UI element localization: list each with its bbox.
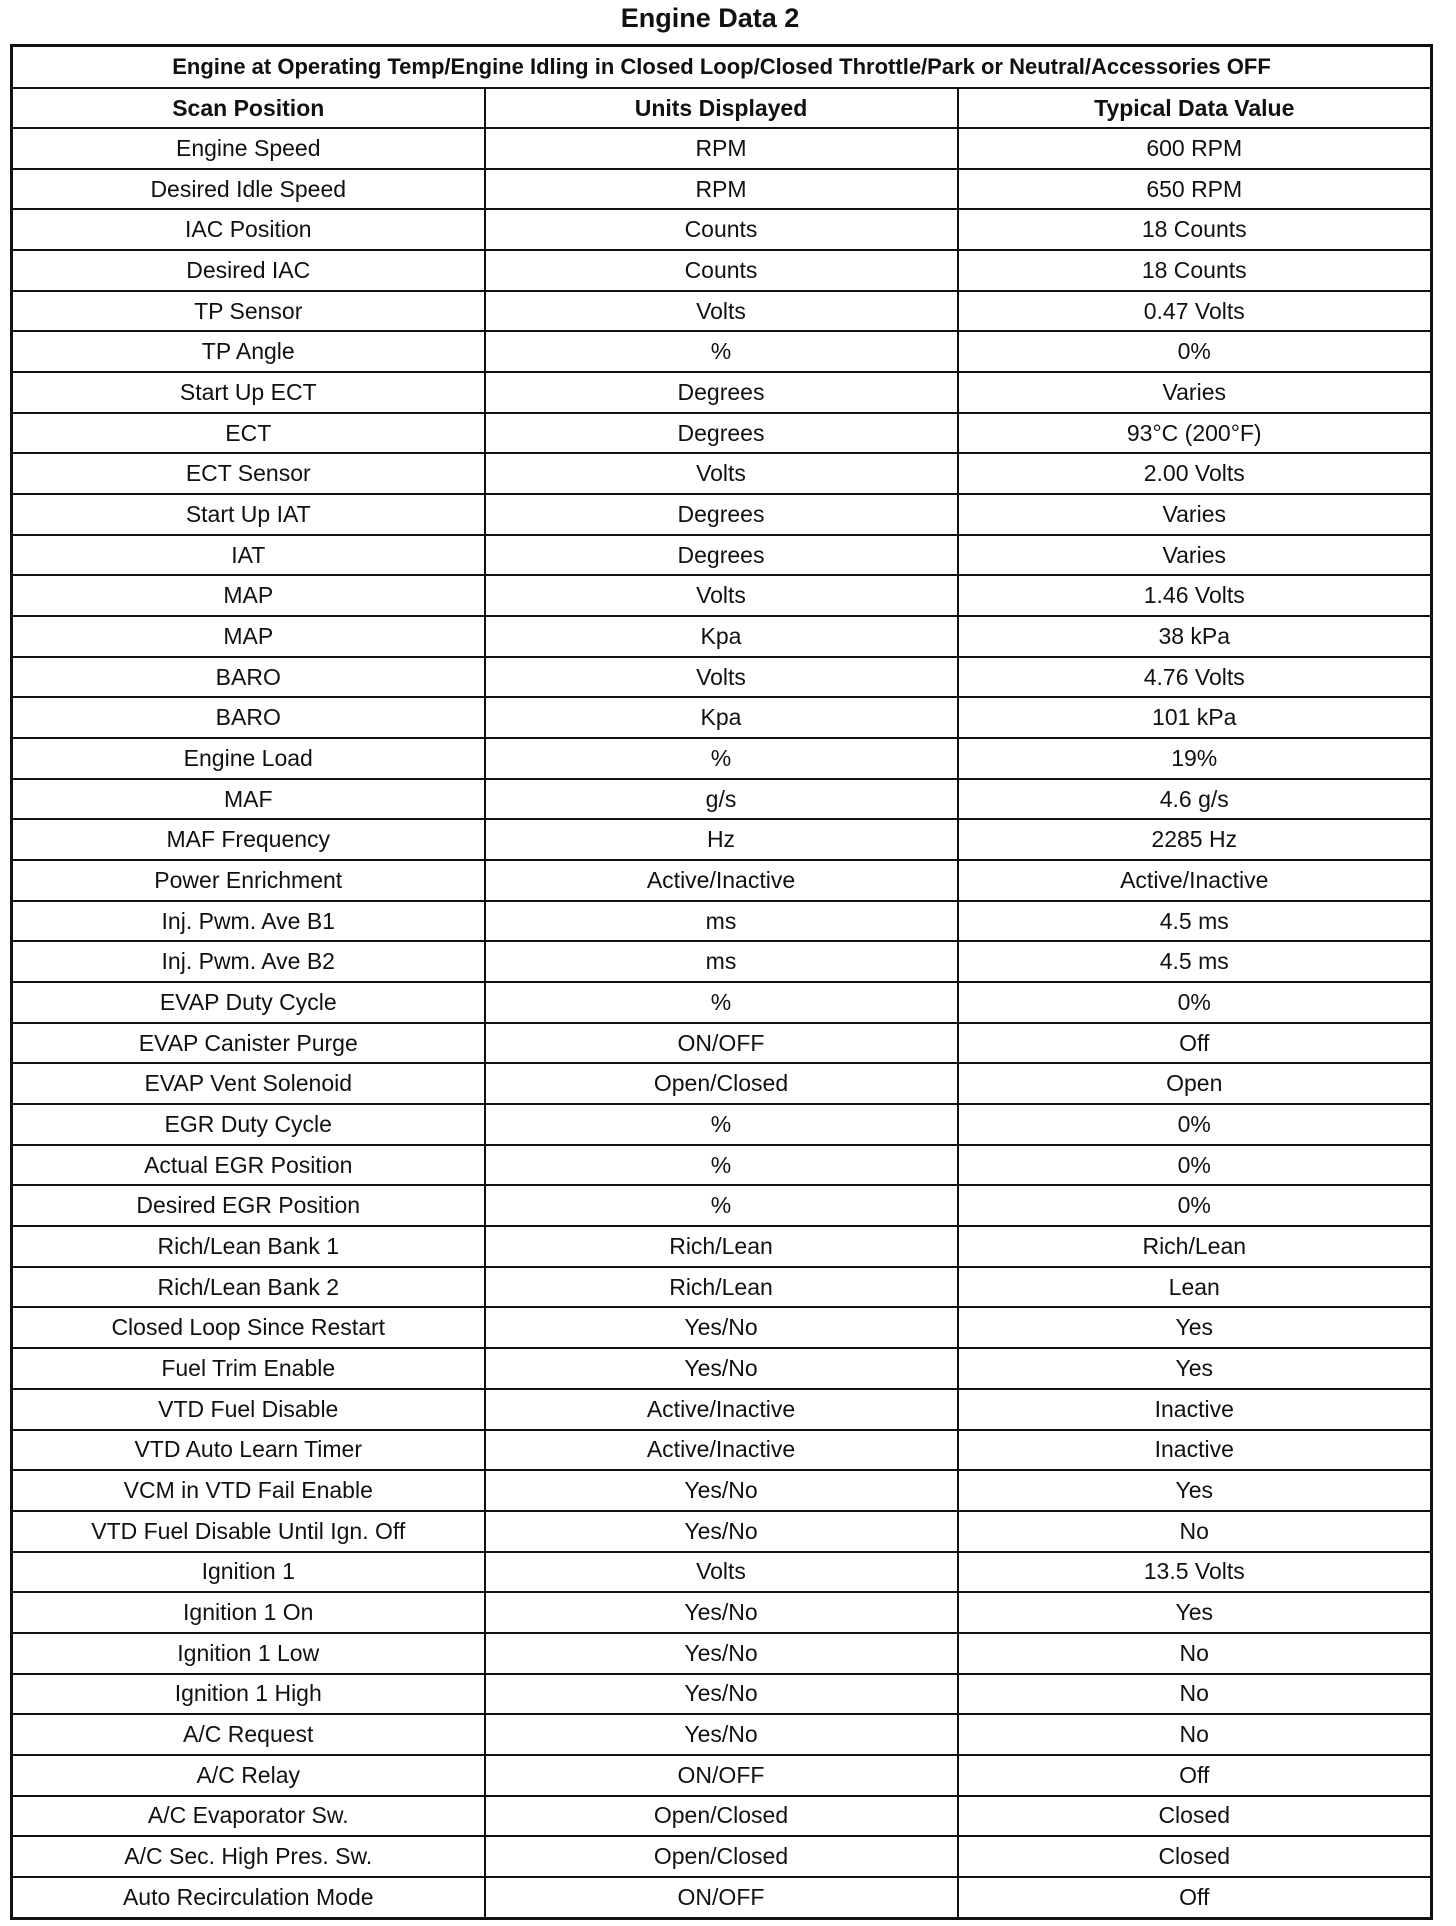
units-displayed-cell: Degrees — [485, 413, 958, 454]
typical-value-cell: 2285 Hz — [958, 819, 1432, 860]
table-row — [12, 1267, 1432, 1308]
units-displayed-cell: Volts — [485, 291, 958, 332]
table-row — [12, 1430, 1432, 1471]
units-displayed-cell: g/s — [485, 779, 958, 820]
scan-position-cell: VTD Fuel Disable Until Ign. Off — [12, 1511, 485, 1552]
typical-value-cell: Yes — [958, 1348, 1432, 1389]
units-displayed-cell: Yes/No — [485, 1633, 958, 1674]
table-row — [12, 372, 1432, 413]
scan-position-cell: Power Enrichment — [12, 860, 485, 901]
scan-position-cell: EGR Duty Cycle — [12, 1104, 485, 1145]
scan-position-cell: MAF Frequency — [12, 819, 485, 860]
scan-position-cell: A/C Sec. High Pres. Sw. — [12, 1836, 485, 1877]
units-displayed-cell: Yes/No — [485, 1307, 958, 1348]
scan-position-cell: MAF — [12, 779, 485, 820]
typical-value-cell: 4.5 ms — [958, 941, 1432, 982]
units-displayed-cell: Rich/Lean — [485, 1267, 958, 1308]
table-row — [12, 1470, 1432, 1511]
typical-value-cell: Off — [958, 1877, 1432, 1919]
table-row — [12, 941, 1432, 982]
scan-position-cell: Closed Loop Since Restart — [12, 1307, 485, 1348]
typical-value-cell: 2.00 Volts — [958, 453, 1432, 494]
typical-value-cell: Yes — [958, 1470, 1432, 1511]
units-displayed-cell: RPM — [485, 128, 958, 169]
scan-position-cell: Start Up IAT — [12, 494, 485, 535]
typical-value-cell: Yes — [958, 1592, 1432, 1633]
units-displayed-cell: % — [485, 982, 958, 1023]
units-displayed-cell: RPM — [485, 169, 958, 210]
typical-value-cell: Closed — [958, 1836, 1432, 1877]
scan-position-cell: Rich/Lean Bank 1 — [12, 1226, 485, 1267]
typical-value-cell: 0% — [958, 1104, 1432, 1145]
units-displayed-cell: Rich/Lean — [485, 1226, 958, 1267]
typical-value-cell: 93°C (200°F) — [958, 413, 1432, 454]
scan-position-cell: BARO — [12, 657, 485, 698]
scan-position-cell: A/C Request — [12, 1714, 485, 1755]
table-row — [12, 738, 1432, 779]
typical-value-cell: 18 Counts — [958, 250, 1432, 291]
typical-value-cell: No — [958, 1633, 1432, 1674]
units-displayed-cell: Degrees — [485, 494, 958, 535]
units-displayed-cell: Active/Inactive — [485, 860, 958, 901]
conditions-header: Engine at Operating Temp/Engine Idling in Closed Loop/Closed Throttle/Park or Neutral/Accessories OFF — [12, 46, 1432, 89]
table-row — [12, 1552, 1432, 1593]
typical-value-cell: Open — [958, 1063, 1432, 1104]
scan-position-cell: TP Angle — [12, 331, 485, 372]
scan-position-cell: VCM in VTD Fail Enable — [12, 1470, 485, 1511]
units-displayed-cell: % — [485, 1185, 958, 1226]
units-displayed-cell: % — [485, 738, 958, 779]
table-row — [12, 860, 1432, 901]
scan-position-cell: Inj. Pwm. Ave B1 — [12, 901, 485, 942]
scan-position-cell: Auto Recirculation Mode — [12, 1877, 485, 1919]
table-row — [12, 1511, 1432, 1552]
units-displayed-cell: ms — [485, 901, 958, 942]
table-row — [12, 575, 1432, 616]
typical-value-cell: 0.47 Volts — [958, 291, 1432, 332]
table-row — [12, 494, 1432, 535]
typical-value-cell: Active/Inactive — [958, 860, 1432, 901]
scan-position-cell: Rich/Lean Bank 2 — [12, 1267, 485, 1308]
scan-position-cell: MAP — [12, 575, 485, 616]
scan-position-cell: Engine Load — [12, 738, 485, 779]
units-displayed-cell: Yes/No — [485, 1348, 958, 1389]
table-body — [12, 128, 1432, 1919]
scan-position-cell: Desired Idle Speed — [12, 169, 485, 210]
typical-value-cell: 38 kPa — [958, 616, 1432, 657]
typical-value-cell: 13.5 Volts — [958, 1552, 1432, 1593]
scan-position-cell: VTD Fuel Disable — [12, 1389, 485, 1430]
column-header-row — [12, 88, 1432, 128]
scan-position-cell: Ignition 1 On — [12, 1592, 485, 1633]
scan-position-cell: IAC Position — [12, 209, 485, 250]
units-displayed-cell: ON/OFF — [485, 1877, 958, 1919]
column-header-typical-data-value: Typical Data Value — [958, 88, 1432, 128]
scan-position-cell: Desired IAC — [12, 250, 485, 291]
column-header-units-displayed: Units Displayed — [485, 88, 958, 128]
conditions-row — [12, 46, 1432, 89]
units-displayed-cell: Volts — [485, 657, 958, 698]
column-header-scan-position: Scan Position — [12, 88, 485, 128]
table-row — [12, 1348, 1432, 1389]
table-row — [12, 291, 1432, 332]
scan-position-cell: EVAP Vent Solenoid — [12, 1063, 485, 1104]
table-row — [12, 819, 1432, 860]
units-displayed-cell: ON/OFF — [485, 1755, 958, 1796]
table-row — [12, 1185, 1432, 1226]
units-displayed-cell: ms — [485, 941, 958, 982]
typical-value-cell: Off — [958, 1023, 1432, 1064]
typical-value-cell: 650 RPM — [958, 169, 1432, 210]
scan-position-cell: Ignition 1 High — [12, 1674, 485, 1715]
typical-value-cell: Varies — [958, 372, 1432, 413]
scan-position-cell: ECT — [12, 413, 485, 454]
typical-value-cell: Varies — [958, 535, 1432, 576]
units-displayed-cell: Counts — [485, 250, 958, 291]
scan-position-cell: Start Up ECT — [12, 372, 485, 413]
table-row — [12, 1307, 1432, 1348]
units-displayed-cell: Volts — [485, 575, 958, 616]
table-row — [12, 209, 1432, 250]
table-row — [12, 1633, 1432, 1674]
units-displayed-cell: Degrees — [485, 535, 958, 576]
table-row — [12, 453, 1432, 494]
units-displayed-cell: Yes/No — [485, 1714, 958, 1755]
engine-data-table — [10, 44, 1433, 1920]
units-displayed-cell: Counts — [485, 209, 958, 250]
units-displayed-cell: Yes/No — [485, 1592, 958, 1633]
typical-value-cell: 0% — [958, 1185, 1432, 1226]
units-displayed-cell: Hz — [485, 819, 958, 860]
units-displayed-cell: Volts — [485, 1552, 958, 1593]
units-displayed-cell: Open/Closed — [485, 1063, 958, 1104]
table-row — [12, 1389, 1432, 1430]
typical-value-cell: Off — [958, 1755, 1432, 1796]
table-row — [12, 1023, 1432, 1064]
units-displayed-cell: Active/Inactive — [485, 1430, 958, 1471]
table-row — [12, 1145, 1432, 1186]
typical-value-cell: No — [958, 1511, 1432, 1552]
table-row — [12, 1877, 1432, 1919]
table-row — [12, 413, 1432, 454]
typical-value-cell: Lean — [958, 1267, 1432, 1308]
typical-value-cell: 101 kPa — [958, 697, 1432, 738]
typical-value-cell: Yes — [958, 1307, 1432, 1348]
table-row — [12, 1796, 1432, 1837]
units-displayed-cell: Open/Closed — [485, 1836, 958, 1877]
units-displayed-cell: Yes/No — [485, 1674, 958, 1715]
typical-value-cell: 4.76 Volts — [958, 657, 1432, 698]
scan-position-cell: VTD Auto Learn Timer — [12, 1430, 485, 1471]
table-row — [12, 1226, 1432, 1267]
scan-position-cell: IAT — [12, 535, 485, 576]
table-row — [12, 128, 1432, 169]
units-displayed-cell: Kpa — [485, 697, 958, 738]
units-displayed-cell: ON/OFF — [485, 1023, 958, 1064]
table-row — [12, 1592, 1432, 1633]
units-displayed-cell: Active/Inactive — [485, 1389, 958, 1430]
table-row — [12, 697, 1432, 738]
table-row — [12, 657, 1432, 698]
typical-value-cell: No — [958, 1714, 1432, 1755]
typical-value-cell: 0% — [958, 1145, 1432, 1186]
typical-value-cell: 600 RPM — [958, 128, 1432, 169]
typical-value-cell: 4.6 g/s — [958, 779, 1432, 820]
units-displayed-cell: Volts — [485, 453, 958, 494]
units-displayed-cell: % — [485, 1104, 958, 1145]
typical-value-cell: 0% — [958, 331, 1432, 372]
units-displayed-cell: Open/Closed — [485, 1796, 958, 1837]
typical-value-cell: Rich/Lean — [958, 1226, 1432, 1267]
typical-value-cell: 18 Counts — [958, 209, 1432, 250]
units-displayed-cell: % — [485, 331, 958, 372]
page-title: Engine Data 2 — [620, 3, 800, 33]
typical-value-cell: 1.46 Volts — [958, 575, 1432, 616]
table-row — [12, 1714, 1432, 1755]
typical-value-cell: 0% — [958, 982, 1432, 1023]
table-row — [12, 1755, 1432, 1796]
table-row — [12, 1674, 1432, 1715]
table-row — [12, 901, 1432, 942]
units-displayed-cell: Degrees — [485, 372, 958, 413]
typical-value-cell: 19% — [958, 738, 1432, 779]
scan-position-cell: A/C Relay — [12, 1755, 485, 1796]
table-row — [12, 535, 1432, 576]
scan-position-cell: ECT Sensor — [12, 453, 485, 494]
units-displayed-cell: Yes/No — [485, 1511, 958, 1552]
table-row — [12, 250, 1432, 291]
scan-position-cell: BARO — [12, 697, 485, 738]
table-row — [12, 1063, 1432, 1104]
typical-value-cell: Inactive — [958, 1389, 1432, 1430]
scan-position-cell: EVAP Canister Purge — [12, 1023, 485, 1064]
units-displayed-cell: % — [485, 1145, 958, 1186]
typical-value-cell: Varies — [958, 494, 1432, 535]
scan-position-cell: Ignition 1 — [12, 1552, 485, 1593]
scan-position-cell: Actual EGR Position — [12, 1145, 485, 1186]
table-row — [12, 1836, 1432, 1877]
scan-position-cell: Ignition 1 Low — [12, 1633, 485, 1674]
table-row — [12, 616, 1432, 657]
scan-position-cell: A/C Evaporator Sw. — [12, 1796, 485, 1837]
typical-value-cell: Inactive — [958, 1430, 1432, 1471]
scan-position-cell: MAP — [12, 616, 485, 657]
scan-position-cell: Inj. Pwm. Ave B2 — [12, 941, 485, 982]
typical-value-cell: 4.5 ms — [958, 901, 1432, 942]
typical-value-cell: No — [958, 1674, 1432, 1715]
scan-position-cell: Engine Speed — [12, 128, 485, 169]
units-displayed-cell: Yes/No — [485, 1470, 958, 1511]
scan-position-cell: TP Sensor — [12, 291, 485, 332]
table-row — [12, 779, 1432, 820]
units-displayed-cell: Kpa — [485, 616, 958, 657]
table-row — [12, 982, 1432, 1023]
table-row — [12, 331, 1432, 372]
typical-value-cell: Closed — [958, 1796, 1432, 1837]
scan-position-cell: EVAP Duty Cycle — [12, 982, 485, 1023]
scan-position-cell: Desired EGR Position — [12, 1185, 485, 1226]
scan-position-cell: Fuel Trim Enable — [12, 1348, 485, 1389]
table-row — [12, 1104, 1432, 1145]
table-row — [12, 169, 1432, 210]
